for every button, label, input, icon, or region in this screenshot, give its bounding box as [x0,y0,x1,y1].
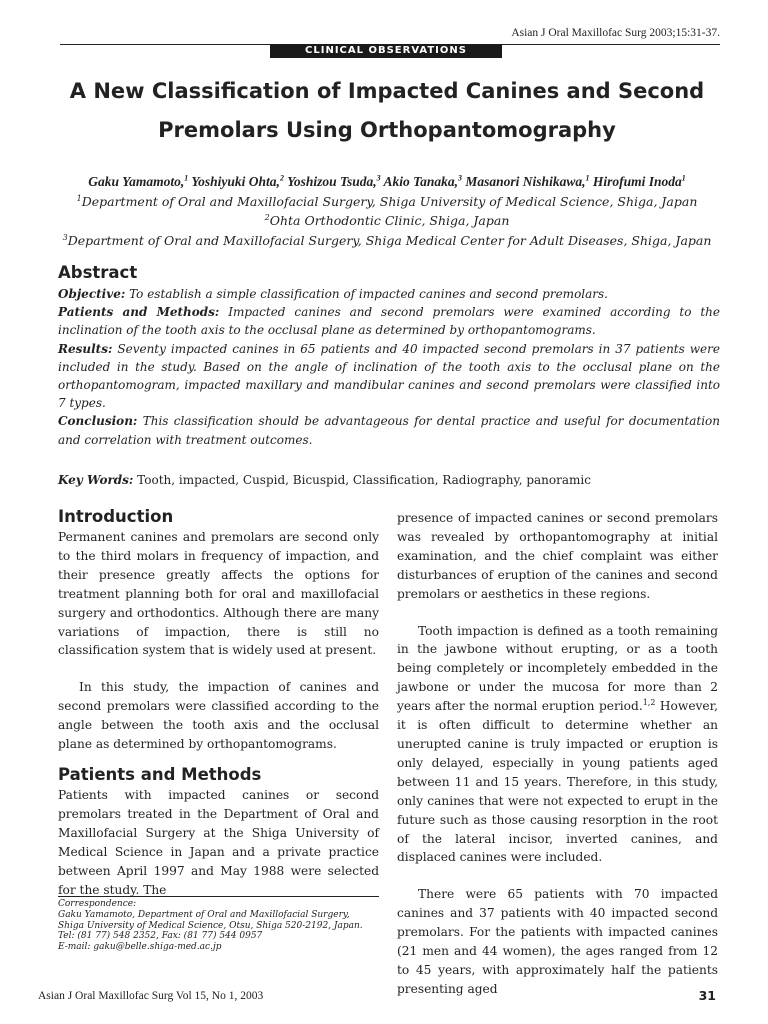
journal-reference: Asian J Oral Maxillofac Surg 2003;15:31-37. [511,27,720,39]
methods-text: Impacted canines and second premolars were examined according to the inclination of the tooth axis to the occlusal plane as determined by orthopantomograms. [58,305,720,338]
keywords-text: Tooth, impacted, Cuspid, Bicuspid, Classification, Radiography, panoramic [133,473,591,487]
affiliation-text: Ohta Orthodontic Clinic, Shiga, Japan [269,213,510,228]
citation-sup: 1,2 [642,698,656,708]
author-name: Akio Tanaka, [380,174,459,189]
methods-text: However, it is often difficult to determine whether an unerupted canine is truly impacted or eruption is only delayed, especially in young patients aged between 11 and 15 years. Therefore, in this study, only canines that were not expected to erupt in the future such as those causing resorption in the root of the lateral incisor, inverted canines, and displaced canines were included. [397,699,718,865]
author-name: Yoshizou Tsuda, [283,174,377,189]
page-number: 31 [698,988,716,1003]
methods-label: Patients and Methods: [58,305,220,320]
affiliation-text: Department of Oral and Maxillofacial Surgery, Shiga University of Medical Science, Shiga, Japan [81,193,698,209]
introduction-paragraph: In this study, the impaction of canines and second premolars were classified according to the angle between the tooth axis and the occlusal plane as determined by orthopantomograms. [58,680,379,752]
affiliation-text: Department of Oral and Maxillofacial Surgery, Shiga Medical Center for Adult Diseases, Shiga, Japan [67,232,712,248]
results-text: Seventy impacted canines in 65 patients and 40 impacted second premolars in 37 patients were included in the study. Based on the angle of inclination of the tooth axis to the occlusal plane on the orthopantomogram, impacted maxillary and mandibular canines and second premolars were classified into 7 types. [58,341,720,411]
abstract-objective [58,285,720,303]
author-name: Gaku Yamamoto, [88,174,185,189]
author-affil-sup: 2 [279,173,284,183]
author-affil-sup: 3 [458,173,463,183]
affiliation-sup: 2 [264,212,270,222]
correspondence-label: Correspondence: [58,899,137,909]
correspondence-line: Gaku Yamamoto, Department of Oral and Maxillofacial Surgery, [58,909,350,920]
methods-paragraph: Patients with impacted canines or second premolars treated in the Department of Oral and Maxillofacial Surgery at the Shiga University of Medical Science in Japan and a private practice between April 1997 and May 1988 were selected for the study. The [58,787,379,897]
author-name: Hirofumi Inoda [589,174,682,189]
author-list [40,172,734,192]
conclusion-label: Conclusion: [58,414,138,429]
abstract-heading: Abstract [58,263,138,282]
methods-paragraph-continued: presence of impacted canines or second premolars was revealed by orthopantomography at initial examination, and the chief complaint was either disturbances of eruption of the canines and second premolars or aesthetics in these regions. [397,511,718,601]
author-name: Masanori Nishikawa, [462,174,586,189]
right-column [397,509,718,999]
introduction-heading: Introduction [58,507,174,526]
correspondence-line: Shiga University of Medical Science, Otsu, Shiga 520-2192, Japan. [58,920,363,931]
affiliation-sup: 1 [76,193,82,203]
footer-journal: Asian J Oral Maxillofac Surg Vol 15, No 1, 2003 [38,990,264,1002]
author-affil-sup: 1 [585,173,590,183]
affiliation [40,211,734,231]
section-banner: CLINICAL OBSERVATIONS [270,44,502,58]
abstract-section [58,262,720,449]
methods-paragraph: There were 65 patients with 70 impacted canines and 37 patients with 40 impacted second premolars. For the patients with impacted canines (21 men and 44 women), the ages ranged from 12 to 45 years, with approximately half the patients presenting aged [397,887,718,996]
correspondence-email: E-mail: gaku@belle.shiga-med.ac.jp [58,942,222,953]
affiliation [40,231,734,251]
correspondence-line: Tel: (81 77) 548 2352, Fax: (81 77) 544 0957 [58,931,263,942]
objective-text: To establish a simple classification of impacted canines and second premolars. [125,287,608,301]
keywords-label: Key Words: [58,473,134,487]
abstract-results [58,340,720,413]
correspondence-note [58,896,379,953]
introduction-paragraph: Permanent canines and premolars are second only to the third molars in frequency of impaction, and their presence greatly affects the options for treatment planning both for oral and maxillofacial surgery and orthodontics. Although there are many variations of impaction, there is still no classification system that is widely used at present. [58,530,379,658]
author-affil-sup: 3 [376,173,381,183]
conclusion-text: This classification should be advantageous for dental practice and useful for documentation and correlation with treatment outcomes. [58,414,720,447]
objective-label: Objective: [58,287,126,301]
affiliation-sup: 3 [62,232,68,242]
results-label: Results: [58,341,113,356]
methods-paragraph [397,622,718,868]
methods-heading: Patients and Methods [58,764,262,784]
abstract-conclusion [58,412,720,448]
paper-title: A New Classification of Impacted Canines and Second Premolars Using Orthopantomography [69,79,705,142]
keywords [58,471,720,489]
left-column [58,506,379,899]
abstract-methods [58,303,720,339]
author-affil-sup: 1 [184,173,189,183]
authors-block [40,172,734,250]
author-affil-sup: 1 [681,173,686,183]
affiliation [40,192,734,212]
methods-text: Tooth impaction is defined as a tooth remaining in the jawbone without erupting, or as a tooth being completely or incompletely embedded in the jawbone or under the mucosa for more than 2 years after the normal eruption period. [397,623,718,714]
author-name: Yoshiyuki Ohta, [188,174,280,189]
